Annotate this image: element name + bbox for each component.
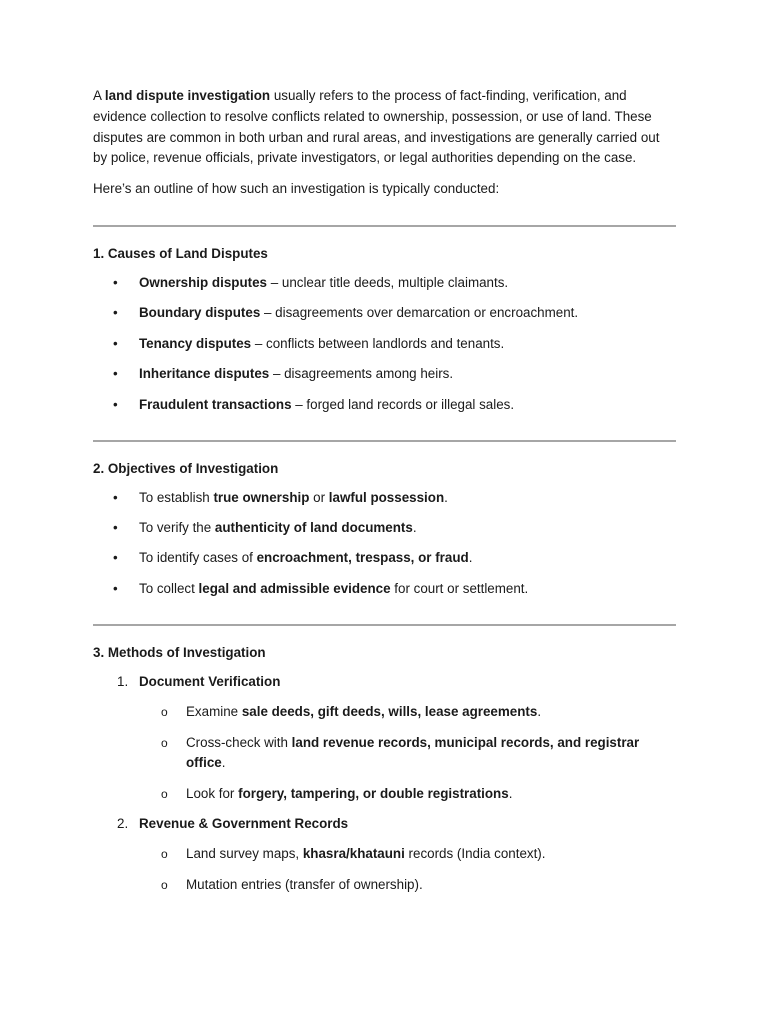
bold-text: land dispute investigation [104,88,271,103]
method-item [93,672,676,805]
causes-section [93,244,676,415]
bullet-icon: • [113,580,118,596]
bullet-icon: • [113,335,118,351]
intro-paragraph [93,86,676,169]
methods-section [93,643,676,896]
objectives-list [93,488,676,599]
text-run: Cross-check with [186,734,292,750]
objective-item [93,518,676,538]
methods-list [93,672,676,896]
bold-text: lawful possession [328,489,445,505]
cause-term: Ownership disputes [139,274,267,290]
text-run: To identify cases of [139,550,257,566]
objective-item [93,579,676,599]
method-item [93,814,676,896]
bold-text: legal and admissible evidence [198,580,391,596]
bold-text: true ownership [213,489,310,505]
circle-bullet-icon: o [161,877,168,892]
bold-text: sale deeds, gift deeds, wills, lease agreements [241,704,538,720]
text-run: Mutation entries (transfer of ownership). [186,876,423,892]
text-run: To establish [139,489,214,505]
method-subitem [139,702,676,723]
bullet-icon: • [113,366,118,382]
bullet-icon: • [113,550,118,566]
objectives-section [93,459,676,599]
bold-text: encroachment, trespass, or fraud [256,550,469,566]
text-run: A [93,88,105,103]
method-subitem [139,784,676,805]
cause-term: Inheritance disputes [139,366,270,382]
document-body [93,86,676,905]
section-divider [93,440,676,442]
method-subitem [139,875,676,896]
circle-bullet-icon: o [161,735,168,750]
method-subitems [139,702,676,804]
cause-term: Fraudulent transactions [139,396,292,412]
circle-bullet-icon: o [161,847,168,862]
causes-list [93,273,676,415]
objective-item [93,488,676,508]
cause-description: – disagreements over demarcation or encroachment. [260,305,579,321]
causes-heading: 1. Causes of Land Disputes [93,245,268,261]
circle-bullet-icon: o [161,705,168,720]
text-run: . [537,704,542,720]
text-run: or [309,489,329,505]
method-title: Document Verification [139,673,281,689]
cause-item [93,395,676,415]
bold-text: land revenue records, municipal records, and registrar office [186,734,640,771]
cause-description: – forged land records or illegal sales. [291,396,515,412]
cause-term: Tenancy disputes [139,335,252,351]
text-run: To verify the [139,519,215,535]
text-run: . [221,755,226,771]
method-number: 1. [117,673,129,689]
method-title: Revenue & Government Records [139,816,349,832]
text-run: Look for [186,785,239,801]
text-run: records (India context). [404,846,546,862]
text-run: Land survey maps, [186,846,303,862]
text-run: . [444,489,448,505]
text-run: . [508,785,513,801]
text-run: usually refers to the process of fact-finding, verification, and evidence collection to resolve conflicts related to ownership, possession, or use of land. These disputes are common in both urban and rural areas, and investigations are generally carried out by police, revenue officials, private investigators, or legal authorities depending on the case. [93,88,660,166]
text-run: To collect [139,580,199,596]
cause-description: – conflicts between landlords and tenants. [251,335,505,351]
text-run: for court or settlement. [390,580,529,596]
objective-item [93,548,676,568]
method-number: 2. [117,816,129,832]
bold-text: authenticity of land documents [214,519,413,535]
text-run: Examine [186,704,242,720]
methods-heading: 3. Methods of Investigation [93,644,266,660]
method-subitem [139,733,676,775]
circle-bullet-icon: o [161,786,168,801]
section-divider [93,624,676,626]
text-run: . [468,550,473,566]
bullet-icon: • [113,489,118,505]
cause-item [93,364,676,384]
method-subitem [139,844,676,865]
cause-description: – unclear title deeds, multiple claimants. [266,274,509,290]
section-divider [93,225,676,227]
bold-text: khasra/khatauni [302,846,405,862]
text-run: . [412,519,417,535]
cause-description: – disagreements among heirs. [269,366,454,382]
outline-sentence: Here’s an outline of how such an investigation is typically conducted: [93,181,500,197]
bullet-icon: • [113,274,118,290]
bullet-icon: • [113,305,118,321]
bold-text: forgery, tampering, or double registrations [238,785,509,801]
bullet-icon: • [113,519,118,535]
cause-item [93,273,676,293]
objectives-heading: 2. Objectives of Investigation [93,460,279,476]
bullet-icon: • [113,396,118,412]
cause-item [93,334,676,354]
cause-item [93,303,676,323]
cause-term: Boundary disputes [139,305,261,321]
method-subitems [139,844,676,895]
